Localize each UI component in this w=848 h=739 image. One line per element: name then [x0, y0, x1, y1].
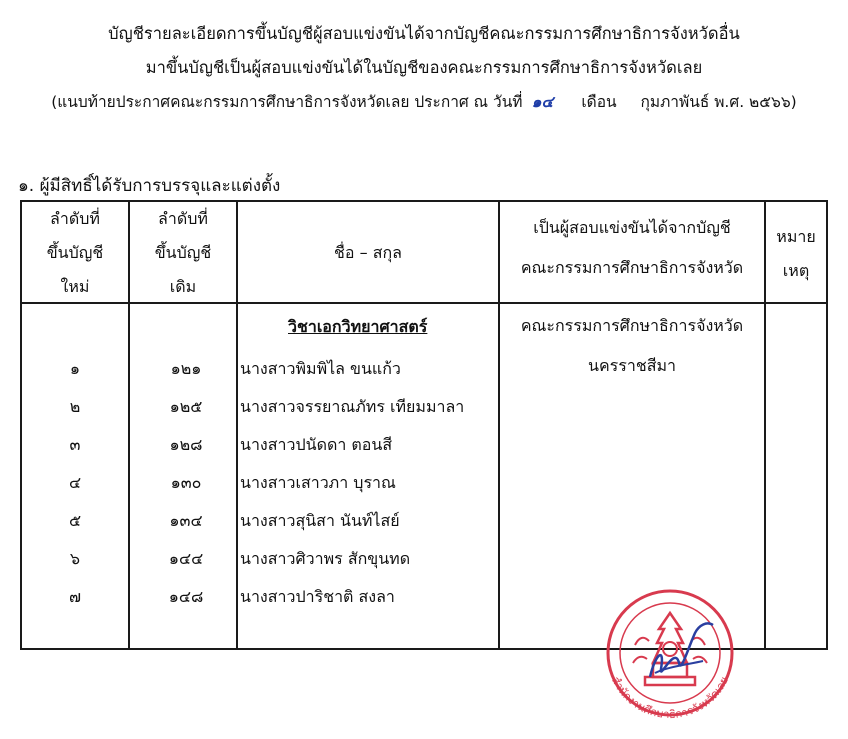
month-label: เดือน	[581, 93, 617, 111]
header-remark: หมาย เหตุ	[776, 227, 816, 280]
year-value: พ.ศ. ๒๕๖๖)	[714, 93, 797, 111]
header-new-order: ลำดับที่ ขึ้นบัญชี ใหม่	[46, 209, 104, 296]
row-name: นางสาวปนัดดา ตอนสี	[240, 435, 393, 454]
header-name: ชื่อ – สกุล	[334, 243, 402, 262]
appointment-table	[20, 200, 828, 650]
row-old-order: ๑๔๔	[168, 549, 204, 568]
official-seal	[595, 585, 745, 735]
row-new-order: ๑	[69, 359, 81, 378]
row-new-order: ๕	[68, 511, 82, 530]
document-title-line-2: มาขึ้นบัญชีเป็นผู้สอบแข่งขันได้ในบัญชีของคณะกรรมการศึกษาธิการจังหวัดเลย	[145, 58, 703, 77]
document-title-line-1: บัญชีรายละเอียดการขึ้นบัญชีผู้สอบแข่งขันได้จากบัญชีคณะกรรมการศึกษาธิการจังหวัดอื่น	[108, 24, 740, 43]
row-old-order: ๑๒๘	[169, 435, 203, 454]
document-reference-line	[0, 90, 848, 114]
handwritten-day: ๑๔	[531, 93, 554, 111]
header-old-order: ลำดับที่ ขึ้นบัญชี เดิม	[154, 209, 212, 296]
month-value: กุมภาพันธ์	[640, 93, 710, 111]
source-value: คณะกรรมการศึกษาธิการจังหวัด นครราชสีมา	[520, 316, 744, 375]
row-new-order: ๖	[69, 549, 81, 568]
row-new-order: ๓	[69, 435, 81, 454]
section-title: ๑. ผู้มีสิทธิ์ได้รับการบรรจุและแต่งตั้ง	[18, 176, 281, 196]
row-new-order: ๒	[69, 397, 81, 416]
row-name: นางสาวสุนิสา นันท์ไสย์	[240, 511, 400, 530]
row-new-order: ๔	[68, 473, 82, 492]
seal-graphic	[595, 585, 745, 735]
row-old-order: ๑๓๔	[169, 511, 203, 530]
row-old-order: ๑๒๑	[170, 359, 202, 378]
row-name: นางสาวจรรยาณภัทร เทียมมาลา	[240, 397, 465, 416]
row-old-order: ๑๒๕	[169, 397, 203, 416]
reference-prefix: (แนบท้ายประกาศคณะกรรมการศึกษาธิการจังหวัดเลย ประกาศ ณ วันที่	[51, 93, 523, 111]
row-name: นางสาวศิวาพร สักขุนทด	[240, 549, 411, 568]
subject-heading: วิชาเอกวิทยาศาสตร์	[288, 317, 428, 336]
row-name: นางสาวพิมพิไล ขนแก้ว	[240, 359, 401, 378]
row-name: นางสาวปาริชาติ สงลา	[240, 587, 395, 606]
seal-text: สำนักงานศึกษาธิการจังหวัดเลย	[608, 674, 732, 722]
header-source: เป็นผู้สอบแข่งขันได้จากบัญชี คณะกรรมการศึกษาธิการจังหวัด	[520, 218, 744, 277]
row-old-order: ๑๓๐	[170, 473, 202, 492]
row-old-order: ๑๔๘	[168, 587, 204, 606]
row-name: นางสาวเสาวภา บุราณ	[240, 473, 396, 492]
row-new-order: ๗	[68, 587, 82, 606]
